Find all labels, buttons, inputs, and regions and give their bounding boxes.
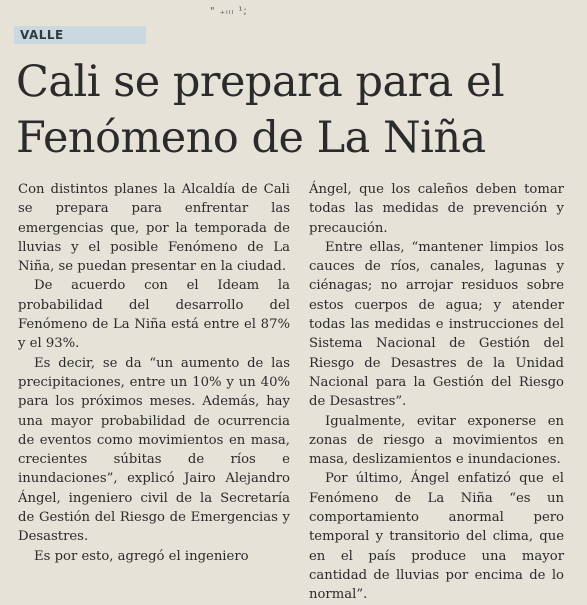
article-column-right [309,180,564,605]
paragraph: Con distintos planes la Alcaldía de Cali se prepara para enfrentar las emergencias que, por la temporada de lluvias y el posible Fenómeno de La Niña, se puedan presentar en la ciudad. [18,182,290,275]
paragraph: Por último, Ángel enfatizó que el Fenómeno de La Niña “es un comportamiento anormal pero temporal y transitorio del clima, que en el país produce una mayor cantidad de lluvias por encima de lo normal”. [309,471,564,603]
article-column-left [18,180,290,566]
paragraph: Entre ellas, “mantener limpios los cauces de ríos, canales, lagunas y ciénagas; no arrojar residuos sobre estos cuerpos de agua; y atender todas las medidas e instrucciones del Sistema Nacional de Gestión del Riesgo de Desastres de la Unidad Nacional para la Gestión del Riesgo de Desastres”. [309,239,564,410]
section-tag: VALLE [14,26,146,44]
page-marks: " ₊ᵢₗₗ ¹; [210,6,248,17]
paragraph: Igualmente, evitar exponerse en zonas de riesgo a movimientos en masa, deslizamientos e inundaciones. [309,413,564,468]
paragraph: Es por esto, agregó el ingeniero [34,548,249,564]
paragraph: De acuerdo con el Ideam la probabilidad del desarrollo del Fenómeno de La Niña está entre el 87% y el 93%. [18,278,290,352]
paragraph: Es decir, se da “un aumento de las precipitaciones, entre un 10% y un 40% para los próximos meses. Además, hay una mayor probabilidad de ocurrencia de eventos como movimientos en masa, crecientes súbitas de ríos e inundaciones”, explicó Jairo Alejandro Ángel, ingeniero civil de la Secretaría de Gestión del Riesgo de Emergencias y Desastres. [18,355,290,545]
paragraph: Ángel, que los caleños deben tomar todas las medidas de prevención y precaución. [309,182,564,236]
article-headline: Cali se prepara para el Fenómeno de La Niña [16,57,505,163]
